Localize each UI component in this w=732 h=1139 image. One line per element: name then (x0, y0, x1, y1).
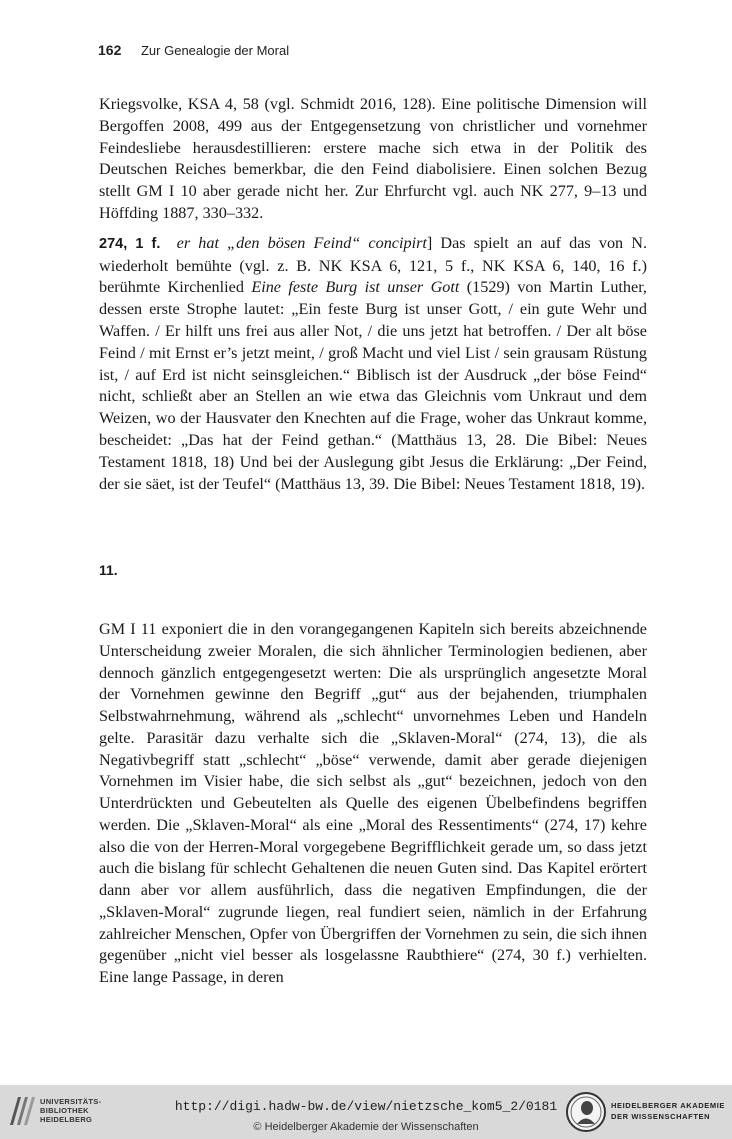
running-title: Zur Genealogie der Moral (140, 43, 290, 58)
paragraph-continuation: Kriegsvolke, KSA 4, 58 (vgl. Schmidt 2016, 128). Eine politische Dimension will Bergoffen 2008, 499 aus der Entgegensetzung von christlicher und vornehmer Feindesliebe herausdestillieren: erstere mache sich etwa in der Politik des Deutschen Reiches bemerkbar, die den Feind diabolisiere. Einen solchen Bezug stellt GM I 10 aber gerade nicht her. Zur Ehrfurcht vgl. auch NK 277, 9–13 und Höffding 1887, 330–332. (99, 95, 647, 222)
lemma-commentary-part1: ] Das spielt an auf das von N. wiederholt bemühte (vgl. z. B. NK KSA 6, 121, 5 f., NK KSA 6, 140, 16 f.) berühmte Kirchenlied (99, 233, 648, 297)
lemma-text: er hat „den bösen Feind“ concipirt (176, 233, 427, 252)
lemma-paragraph (99, 233, 647, 496)
hymn-title: Eine feste Burg ist unser Gott (251, 278, 460, 297)
academy-logo (565, 1091, 730, 1135)
lemma-commentary-part2: (1529) von Martin Luther, dessen erste Strophe lautet: „Ein feste Burg ist unser Gott, / ein gute Wehr und Waffen. / Er hilft uns frei aus aller Not, / die uns jetzt hat betroffen. / Der alt böse Feind / mit Ernst er’s jetzt meint, / groß Macht und viel List / sein grausam Rüstung ist, / auf Erd ist nicht seinsgleichen.“ Biblisch ist der Ausdruck „der böse Feind“ nicht, schließt aber an Stellen an wie etwa das Gleichnis vom Unkraut und dem Weizen, wo der Hausvater den Knechten auf die Frage, woher das Unkraut komme, bescheidet: „Das hat der Feind gethan.“ (Matthäus 13, 28. Die Bibel: Neues Testament 1818, 18) Und bei der Auslegung gibt Jesus die Erklärung: „Der Feind, der sie säet, ist der Teufel“ (Matthäus 13, 39. Die Bibel: Neues Testament 1818, 19). (99, 278, 647, 493)
copyright-notice: © Heidelberger Akademie der Wissenschaften (253, 1121, 479, 1133)
section-heading: 11. (99, 562, 118, 578)
academy-logo-line-2: DER WISSENSCHAFTEN (611, 1112, 711, 1121)
section-paragraph: GM I 11 exponiert die in den vorangegangenen Kapiteln sich bereits abzeichnende Unterscheidung zweier Moralen, die sich ähnlicher Terminologien bedienen, aber dennoch gänzlich entgegengesetzt werten: Die als ursprünglich angesetzte Moral der Vornehmen gewinne den Begriff „gut“ aus der bejahenden, triumphalen Selbstwahrnehmung, während als „schlecht“ unvornehmes Leben und Handeln gelte. Parasitär dazu verhalte sich die „Sklaven-Moral“ (274, 13), die als Negativbegriff statt „schlecht“ „böse“ verwende, damit aber gerade diejenigen Vornehmen im Visier habe, die sich selbst als „gut“ bezeichnen, jedoch von den Unterdrückten und Gebeutelten als Quelle des eigenen Übelbefindens begriffen werden. Die „Sklaven-Moral“ als eine „Moral des Ressentiments“ (274, 17) kehre also die von der Herren-Moral vorgegebene Begrifflichkeit gerade um, so dass jetzt auch die bislang für schlecht Gehaltenen die neuen Guten sind. Das Kapitel erörtert dann aber vor allem ausführlich, dass die negativen Empfindungen, die der „Sklaven-Moral“ zugrunde liegen, real fundiert seien, nämlich in der Erfahrung zahlreicher Menschen, Opfer von Übergriffen der Vornehmen zu sein, die sich ihnen gegenüber „nicht viel besser als losgelassne Raubthiere“ (274, 30 f.) verhielten. Eine lange Passage, in deren (99, 620, 647, 987)
source-url[interactable]: http://digi.hadw-bw.de/view/nietzsche_kom5_2/0181 (174, 1099, 558, 1114)
academy-seal-icon (565, 1091, 607, 1133)
footer-bar (0, 1085, 732, 1139)
academy-logo-line-1: HEIDELBERGER AKADEMIE (611, 1101, 725, 1110)
library-logo-line-1: UNIVERSITÄTS- (40, 1097, 102, 1106)
lemma-reference: 274, 1 f. (99, 235, 161, 252)
page-number: 162 (98, 42, 122, 58)
library-logo-line-3: HEIDELBERG (40, 1115, 93, 1124)
section-body (99, 603, 647, 1005)
commentary-text (99, 94, 647, 495)
running-header (98, 42, 289, 58)
library-logo-line-2: BIBLIOTHEK (40, 1106, 89, 1115)
